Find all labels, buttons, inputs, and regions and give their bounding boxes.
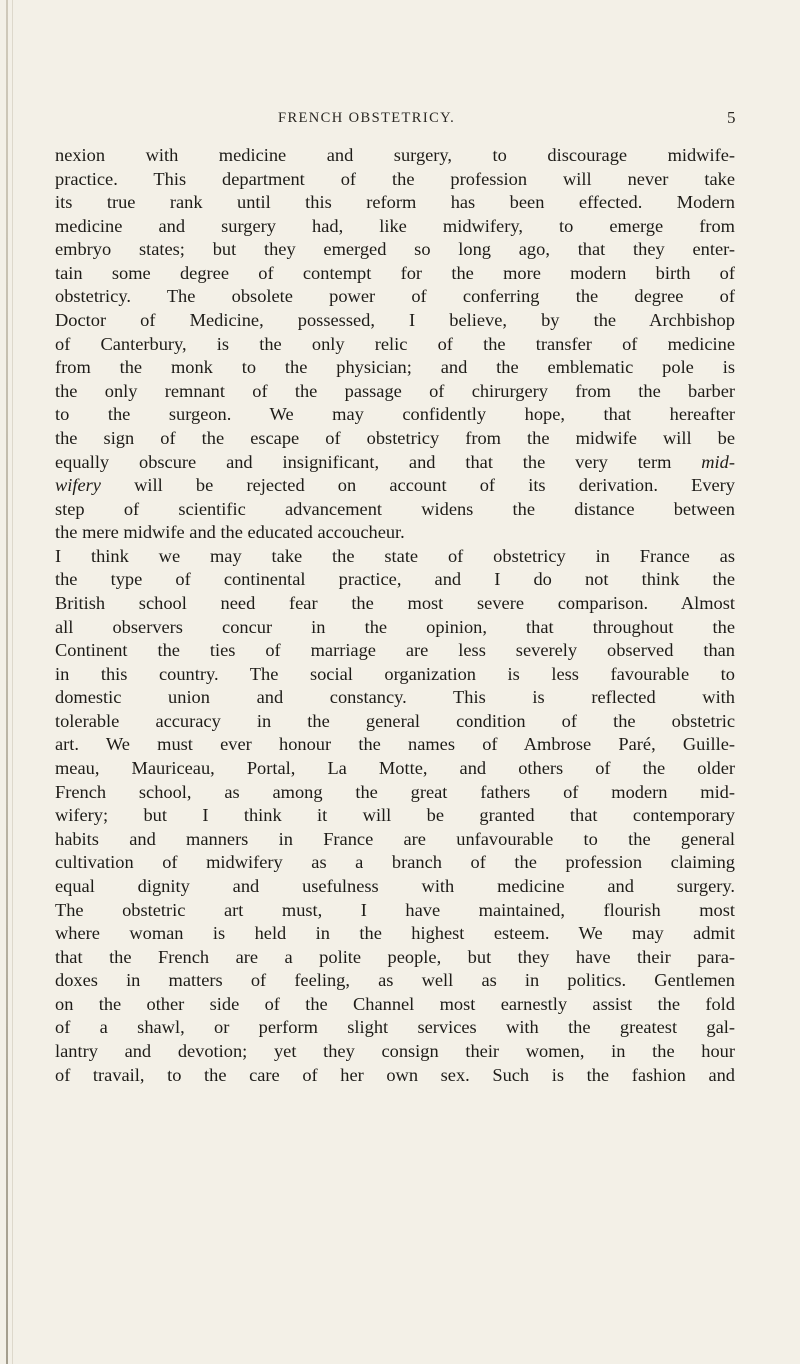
text-line: of a shawl, or perform slight services with the greatest gal- — [55, 1017, 735, 1038]
body-text — [55, 144, 735, 1087]
text-line: of Canterbury, is the only relic of the transfer of medicine — [55, 333, 735, 354]
text-line: wifery; but I think it will be granted that contemporary — [55, 805, 735, 826]
text-line: to the surgeon. We may confidently hope, that hereafter — [55, 404, 735, 425]
text-line: obstetricy. The obsolete power of conferring the degree of — [55, 286, 735, 307]
text-line: equal dignity and usefulness with medicine and surgery. — [55, 875, 735, 896]
text-line: its true rank until this reform has been effected. Modern — [55, 192, 735, 213]
text-line: in this country. The social organization is less favourable to — [55, 663, 735, 684]
page-header — [0, 110, 800, 134]
text-line: on the other side of the Channel most earnestly assist the fold — [55, 993, 735, 1014]
text-line: Doctor of Medicine, possessed, I believe, by the Archbishop — [55, 310, 735, 331]
text-line: French school, as among the great fathers of modern mid- — [55, 781, 735, 802]
text-line: embryo states; but they emerged so long ago, that they enter- — [55, 239, 735, 260]
text-line: The obstetric art must, I have maintained, flourish most — [55, 899, 735, 920]
text-line: habits and manners in France are unfavourable to the general — [55, 828, 735, 849]
gutter-shadow — [6, 0, 8, 1364]
text-line: tain some degree of contempt for the more modern birth of — [55, 262, 735, 283]
text-line: where woman is held in the highest esteem. We may admit — [55, 923, 735, 944]
italic-term: wifery — [55, 475, 101, 496]
text-line: medicine and surgery had, like midwifery, to emerge from — [55, 215, 735, 236]
text-line: the mere midwife and the educated accoucheur. — [55, 522, 405, 543]
text-line: I think we may take the state of obstetricy in France as — [55, 545, 735, 566]
text-line: doxes in matters of feeling, as well as in politics. Gentlemen — [55, 970, 735, 991]
text-line: British school need fear the most severe comparison. Almost — [55, 592, 735, 613]
text-line-with-italic — [55, 451, 735, 475]
running-head: FRENCH OBSTETRICY. — [278, 110, 456, 126]
text-line: from the monk to the physician; and the emblematic pole is — [55, 357, 735, 378]
text-line: meau, Mauriceau, Portal, La Motte, and others of the older — [55, 758, 735, 779]
text-line: the type of continental practice, and I do not think the — [55, 569, 735, 590]
text-line: the only remnant of the passage of chirurgery from the barber — [55, 380, 735, 401]
text-segment: equally obscure and insignificant, and that the very term — [55, 451, 702, 472]
text-line: lantry and devotion; yet they consign their women, in the hour — [55, 1040, 735, 1061]
page-number: 5 — [727, 108, 736, 127]
text-line: all observers concur in the opinion, that throughout the — [55, 616, 735, 637]
text-line: step of scientific advancement widens the distance between — [55, 498, 735, 519]
text-line: the sign of the escape of obstetricy from the midwife will be — [55, 427, 735, 448]
text-line: domestic union and constancy. This is reflected with — [55, 687, 735, 708]
text-line-with-italic — [55, 474, 735, 498]
text-line: practice. This department of the profession will never take — [55, 168, 735, 189]
text-line: art. We must ever honour the names of Ambrose Paré, Guille- — [55, 734, 735, 755]
text-segment: will be rejected on account of its derivation. Every — [100, 475, 735, 496]
italic-term: mid- — [701, 451, 735, 472]
text-line: of travail, to the care of her own sex. Such is the fashion and — [55, 1064, 735, 1085]
text-line: nexion with medicine and surgery, to discourage midwife- — [55, 145, 735, 165]
gutter-edge — [12, 0, 13, 1364]
text-line: cultivation of midwifery as a branch of the profession claiming — [55, 852, 735, 873]
text-line: tolerable accuracy in the general condition of the obstetric — [55, 710, 735, 731]
text-line: that the French are a polite people, but they have their para- — [55, 946, 735, 967]
text-line: Continent the ties of marriage are less severely observed than — [55, 640, 735, 661]
